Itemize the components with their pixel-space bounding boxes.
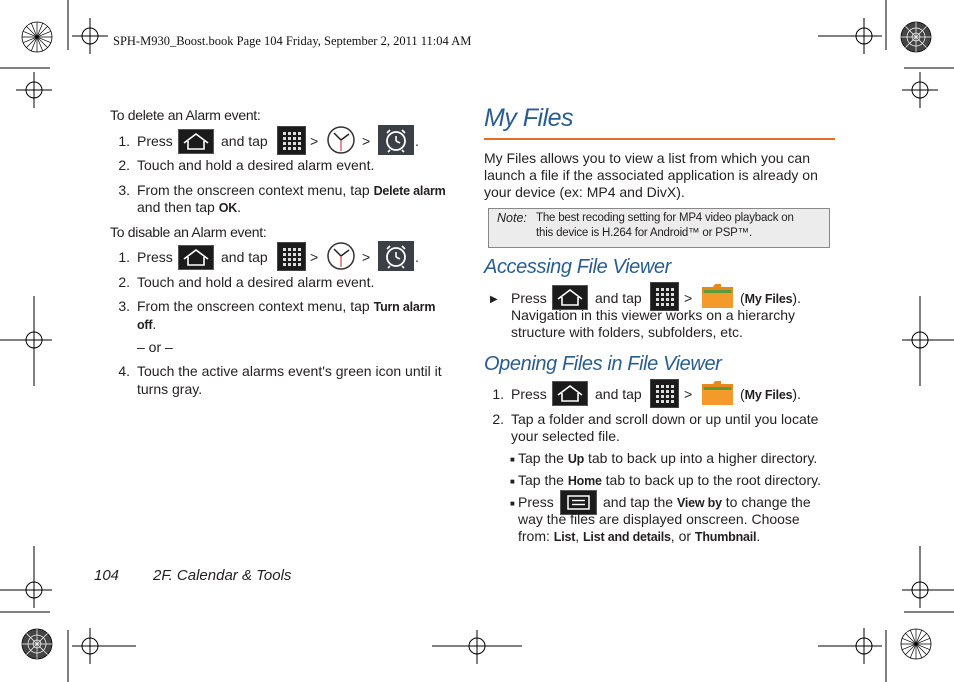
bullet-text: way the files are displayed onscreen. Choose [518,511,800,527]
step-text-part: From the onscreen context menu, tap [137,298,370,314]
clock-icon [326,125,356,155]
bullet-text-part: and tap the [603,494,674,510]
step-text [137,182,446,200]
step-text [137,316,156,334]
title-rule [484,138,835,140]
applications-grid-icon [277,126,306,155]
period: . [237,199,241,215]
step-number: 1. [118,133,130,149]
step-text: and tap [595,386,642,402]
menu-option-delete-alarm: Delete alarm [373,184,446,198]
step-text: Navigation in this viewer works on a hierarchy [511,307,796,323]
bullet-text-part: , or [670,528,692,544]
step-text: Tap a folder and scroll down or up until you locate [511,411,819,427]
square-bullet-icon: ■ [510,477,515,486]
step-text: and tap [595,290,642,306]
step-number: 1. [492,386,504,402]
or-separator: – or – [137,339,173,355]
note-label: Note: [497,211,527,225]
bullet-text-part: tab to back up to the root directory. [605,472,821,488]
alarm-clock-icon [378,241,414,271]
separator: > [362,133,371,149]
note-box [488,208,830,248]
intro-line: your device (ex: MP4 and DivX). [484,184,685,200]
bullet-text-part: to change the [725,494,811,510]
step-text [740,290,801,308]
separator: > [310,133,319,149]
step-text: Touch and hold a desired alarm event. [137,274,375,290]
bullet-text: Press [518,494,554,510]
clock-icon [326,241,356,271]
step-text: structure with folders, subfolders, etc. [511,324,743,340]
folder-icon [701,282,734,309]
separator: > [684,290,693,306]
step-text: your selected file. [511,428,620,444]
view-option-list-and-details: List and details [583,530,671,544]
step-number: 2. [118,157,130,173]
menu-option-view-by: View by [676,496,722,510]
button-label-ok: OK [218,201,238,215]
bullet-text-part: from: [518,528,550,544]
step-text: Touch and hold a desired alarm event. [137,157,375,173]
folder-icon [701,379,734,406]
bullet-text-part: Tap the [518,472,564,488]
home-key-icon [178,129,214,154]
app-name-my-files: My Files [744,292,793,306]
tab-label-home: Home [567,474,602,488]
step-text [137,298,435,316]
paren: ). [792,290,801,306]
disable-alarm-heading: To disable an Alarm event: [110,224,267,240]
intro-line: launch a file if the associated application is already on [484,167,818,183]
square-bullet-icon: ■ [510,499,515,508]
step-number: 2. [492,411,504,427]
step-text [137,199,241,217]
bullet-text-part: Tap the [518,450,564,466]
step-text: Press [137,133,173,149]
page-title: My Files [484,104,574,132]
comma: , [575,528,580,544]
step-text [740,386,801,404]
step-number: 2. [118,274,130,290]
note-text: The best recoding setting for MP4 video playback on [536,212,794,224]
period: . [152,316,157,332]
step-number: 1. [118,249,130,265]
applications-grid-icon [277,242,306,271]
tab-label-up: Up [567,452,585,466]
step-text: and tap [221,249,268,265]
bullet-text [518,472,821,490]
section-heading-accessing: Accessing File Viewer [484,256,671,278]
bullet-text [518,528,760,546]
applications-grid-icon [650,379,679,408]
step-text: Press [137,249,173,265]
paren: ( [740,386,745,402]
step-text-part: From the onscreen context menu, tap [137,182,370,198]
view-option-thumbnail: Thumbnail [694,530,757,544]
menu-option-turn-alarm-off: Turn alarm [373,300,436,314]
period: . [415,249,419,265]
step-text: and tap [221,133,268,149]
step-text: turns gray. [137,381,203,397]
period: . [756,528,761,544]
step-text: Press [511,386,547,402]
app-name-my-files: My Files [744,388,793,402]
section-heading-opening: Opening Files in File Viewer [484,353,722,375]
step-number: 3. [118,182,130,198]
page-number: 104 [94,567,120,584]
bullet-text-part: tab to back up into a higher directory. [587,450,818,466]
paren: ). [792,386,801,402]
intro-line: My Files allows you to view a list from which you can [484,150,810,166]
note-text: this device is H.264 for Android™ or PSP™. [536,227,752,239]
step-text: Press [511,290,547,306]
period: . [415,133,419,149]
separator: > [362,249,371,265]
step-text-part: and then tap [137,199,215,215]
step-number: 4. [118,363,130,379]
square-bullet-icon: ■ [510,455,515,464]
paren: ( [740,290,745,306]
separator: > [684,386,693,402]
alarm-clock-icon [378,125,414,155]
step-text: Touch the active alarms event's green icon until it [137,363,442,379]
home-key-icon [552,381,588,406]
menu-option-turn-alarm-off: off [137,318,153,332]
bullet-text [518,450,817,468]
section-title: 2F. Calendar & Tools [153,567,292,584]
print-header: SPH-M930_Boost.book Page 104 Friday, September 2, 2011 11:04 AM [113,34,472,48]
separator: > [310,249,319,265]
delete-alarm-heading: To delete an Alarm event: [110,107,261,123]
home-key-icon [178,245,214,270]
view-option-list: List [553,530,576,544]
triangle-bullet-icon: ▶ [490,294,498,305]
bullet-text [603,494,811,512]
step-number: 3. [118,298,130,314]
